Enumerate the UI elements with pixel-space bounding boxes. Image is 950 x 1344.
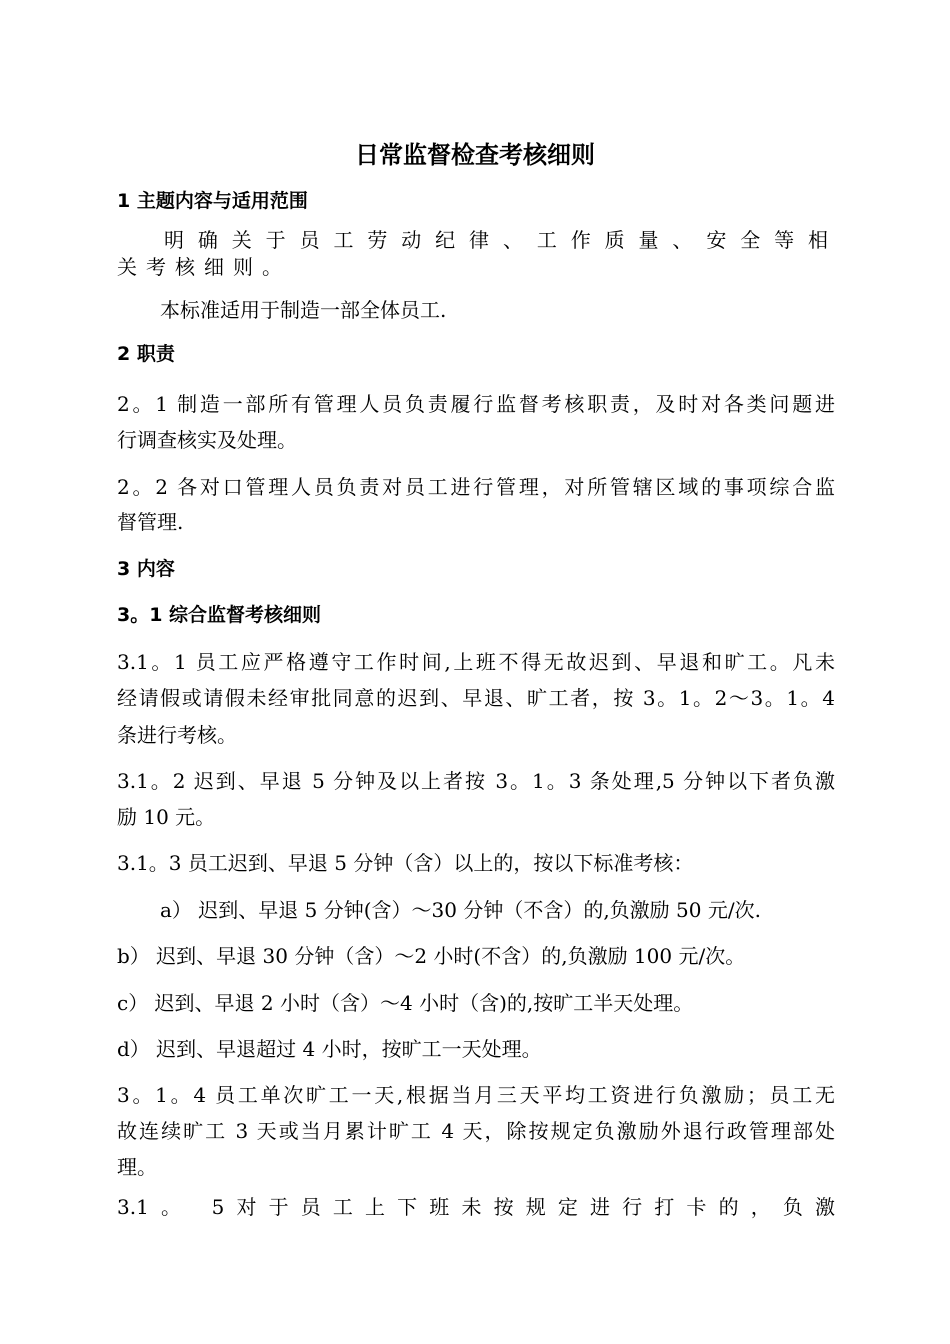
rule-3-1-2-line-2: 励 10 元。 <box>117 805 216 829</box>
section-2-item-2-line-1: 2。2 各对口管理人员负责对员工进行管理，对所管辖区域的事项综合监 <box>117 475 835 499</box>
rule-3-1-3-item-c: c） 迟到、早退 2 小时（含）～4 小时（含)的,按旷工半天处理。 <box>117 991 694 1015</box>
rule-3-1-3-item-a: a） 迟到、早退 5 分钟(含）～30 分钟（不含）的,负激励 50 元/次. <box>160 898 761 922</box>
section-3-1-heading: 3。1 综合监督考核细则 <box>117 604 322 626</box>
rule-3-1-1-line-2: 经请假或请假未经审批同意的迟到、早退、旷工者，按 3。1。2～3。1。4 <box>117 686 835 710</box>
rule-3-1-4-line-1: 3。1。4 员工单次旷工一天,根据当月三天平均工资进行负激励；员工无 <box>117 1083 835 1107</box>
rule-3-1-1-line-1: 3.1。1 员工应严格遵守工作时间,上班不得无故迟到、早退和旷工。凡未 <box>117 650 835 674</box>
rule-3-1-2-line-1: 3.1。2 迟到、早退 5 分钟及以上者按 3。1。3 条处理,5 分钟以下者负激 <box>117 769 835 793</box>
rule-3-1-4-line-3: 理。 <box>117 1155 157 1179</box>
document-title: 日常监督检查考核细则 <box>355 141 595 169</box>
section-2-item-1-line-1: 2。1 制造一部所有管理人员负责履行监督考核职责，及时对各类问题进 <box>117 392 835 416</box>
section-2-item-1-line-2: 行调查核实及处理。 <box>117 428 297 452</box>
section-1-paragraph-1-line-2: 关考核细则。 <box>117 255 291 279</box>
rule-3-1-4-line-2: 故连续旷工 3 天或当月累计旷工 4 天，除按规定负激励外退行政管理部处 <box>117 1119 835 1143</box>
rule-3-1-1-line-3: 条进行考核。 <box>117 723 237 747</box>
rule-3-1-3-item-d: d） 迟到、早退超过 4 小时，按旷工一天处理。 <box>117 1037 542 1061</box>
section-2-heading: 2 职责 <box>117 343 175 365</box>
rule-3-1-3-item-b: b） 迟到、早退 30 分钟（含）～2 小时(不含）的,负激励 100 元/次。 <box>117 944 746 968</box>
section-1-heading: 1 主题内容与适用范围 <box>117 190 308 212</box>
rule-3-1-3-line-1: 3.1。3 员工迟到、早退 5 分钟（含）以上的，按以下标准考核： <box>117 851 694 875</box>
rule-3-1-5-line-1: 3.1。 5对于员工上下班未按规定进行打卡的，负激 <box>117 1195 835 1219</box>
section-1-paragraph-1-line-1: 明确关于员工劳动纪律、工作质量、安全等相 <box>164 228 828 252</box>
section-1-paragraph-2: 本标准适用于制造一部全体员工. <box>160 298 447 322</box>
section-2-item-2-line-2: 督管理. <box>117 510 184 534</box>
section-3-heading: 3 内容 <box>117 558 175 580</box>
